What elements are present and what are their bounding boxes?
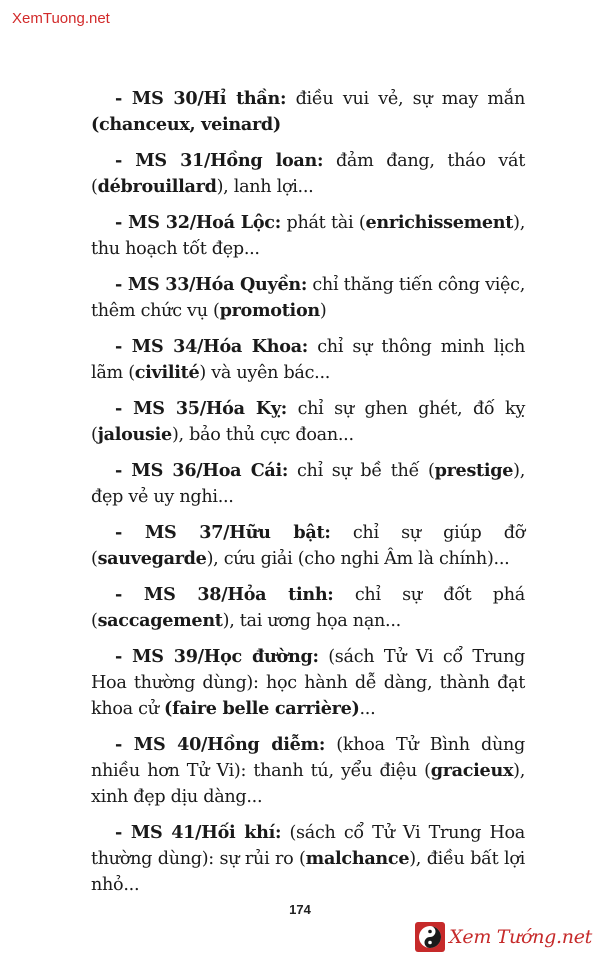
- page-number: 174: [289, 902, 311, 917]
- entry-title: - MS 40/Hồng diễm:: [115, 734, 326, 755]
- entry: - MS 32/Hoá Lộc: phát tài (enrichissement), thu hoạch tốt đẹp...: [91, 212, 525, 259]
- page-content: [91, 86, 525, 908]
- entry-title: - MS 39/Học đường:: [115, 646, 319, 667]
- entry: - MS 39/Học đường: (sách Tử Vi cổ Trung Hoa thường dùng): học hành dễ dàng, thành đạt khoa cử (faire belle carrière)...: [91, 646, 525, 719]
- entry-title: - MS 41/Hối khí:: [115, 822, 282, 843]
- entry-title: - MS 32/Hoá Lộc:: [115, 212, 281, 233]
- entry: - MS 41/Hối khí: (sách cổ Tử Vi Trung Hoa thường dùng): sự rủi ro (malchance), điều bất lợi nhỏ...: [91, 822, 525, 895]
- entry: - MS 33/Hóa Quyền: chỉ thăng tiến công việc, thêm chức vụ (promotion): [91, 274, 525, 321]
- entry-title: - MS 37/Hữu bật:: [115, 522, 331, 543]
- watermark-logo-text: Xem Tướng.net: [449, 926, 592, 948]
- entry-title: - MS 30/Hỉ thần:: [115, 88, 287, 109]
- entry-title: - MS 31/Hồng loan:: [115, 150, 324, 171]
- entry-title: - MS 34/Hóa Khoa:: [115, 336, 308, 357]
- watermark-logo[interactable]: [415, 922, 592, 952]
- entry: - MS 30/Hỉ thần: điều vui vẻ, sự may mắn (chanceux, veinard): [91, 88, 525, 135]
- entry-title: - MS 33/Hóa Quyền:: [115, 274, 308, 295]
- yin-yang-icon: [415, 922, 445, 952]
- entry: - MS 34/Hóa Khoa: chỉ sự thông minh lịch lãm (civilité) và uyên bác...: [91, 336, 525, 383]
- entry: - MS 38/Hỏa tinh: chỉ sự đốt phá (saccagement), tai ương họa nạn...: [91, 584, 525, 631]
- entry: - MS 37/Hữu bật: chỉ sự giúp đỡ (sauvegarde), cứu giải (cho nghi Âm là chính)...: [91, 522, 525, 569]
- entry-title: - MS 36/Hoa Cái:: [115, 460, 289, 481]
- entry: - MS 36/Hoa Cái: chỉ sự bề thế (prestige), đẹp vẻ uy nghi...: [91, 460, 526, 507]
- watermark-top[interactable]: XemTuong.net: [12, 10, 110, 27]
- entry: - MS 35/Hóa Kỵ: chỉ sự ghen ghét, đố kỵ (jalousie), bảo thủ cực đoan...: [91, 398, 525, 445]
- entry-title: - MS 38/Hỏa tinh:: [115, 584, 334, 605]
- entry: - MS 31/Hồng loan: đảm đang, tháo vát (débrouillard), lanh lợi...: [91, 150, 525, 197]
- entry-title: - MS 35/Hóa Kỵ:: [115, 398, 287, 419]
- entry: - MS 40/Hồng diễm: (khoa Tử Bình dùng nhiều hơn Tử Vi): thanh tú, yểu điệu (gracieux), xinh đẹp dịu dàng...: [91, 734, 525, 807]
